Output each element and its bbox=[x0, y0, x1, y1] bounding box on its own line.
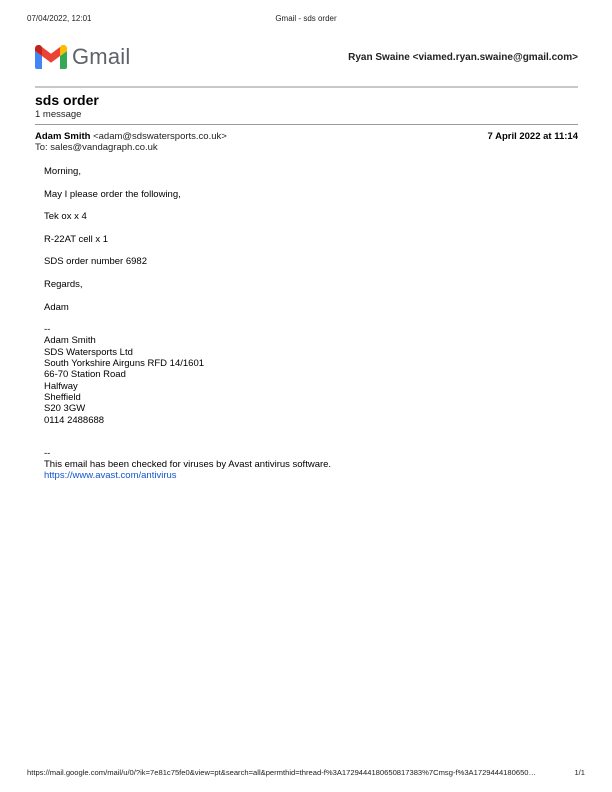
message-body bbox=[44, 166, 564, 482]
signature-line: -- bbox=[44, 324, 51, 336]
footer-dashes: -- bbox=[44, 447, 51, 459]
antivirus-footer bbox=[44, 448, 564, 482]
print-url: https://mail.google.com/mail/u/0/?ik=7e81c75fe0&view=pt&search=all&permthid=thread-f%3A1729444180650817383%7Cmsg-f%3A1729444180650… bbox=[27, 768, 537, 777]
body-paragraph: Tek ox x 4 bbox=[44, 211, 87, 223]
print-title: Gmail - sds order bbox=[275, 14, 337, 23]
body-paragraph: SDS order number 6982 bbox=[44, 256, 147, 268]
page-number: 1/1 bbox=[574, 768, 585, 777]
signature-line: South Yorkshire Airguns RFD 14/1601 bbox=[44, 358, 205, 370]
avast-link[interactable]: https://www.avast.com/antivirus bbox=[44, 470, 177, 482]
sender-line bbox=[35, 131, 227, 142]
signature-line: Adam Smith bbox=[44, 335, 96, 347]
body-paragraph: Adam bbox=[44, 301, 69, 313]
body-paragraph: Morning, bbox=[44, 166, 81, 177]
signature-line: SDS Watersports Ltd bbox=[44, 346, 133, 358]
subject-divider bbox=[35, 124, 578, 125]
account-label: Ryan Swaine <viamed.ryan.swaine@gmail.com> bbox=[348, 52, 578, 63]
message-date: 7 April 2022 at 11:14 bbox=[487, 131, 578, 142]
sender-email: <adam@sdswatersports.co.uk> bbox=[93, 131, 227, 142]
signature-line: Halfway bbox=[44, 380, 78, 392]
signature-block bbox=[44, 324, 564, 426]
signature-line: 0114 2488688 bbox=[44, 414, 105, 426]
print-header bbox=[27, 14, 577, 26]
signature-line: S20 3GW bbox=[44, 403, 86, 415]
message-count: 1 message bbox=[35, 109, 82, 120]
print-footer bbox=[27, 768, 585, 780]
print-datetime: 07/04/2022, 12:01 bbox=[27, 14, 92, 23]
body-paragraph: Regards, bbox=[44, 278, 83, 290]
recipient-line: To: sales@vandagraph.co.uk bbox=[35, 142, 158, 153]
body-paragraph: R-22AT cell x 1 bbox=[44, 233, 109, 245]
antivirus-notice: This email has been checked for viruses by Avast antivirus software. bbox=[44, 459, 332, 471]
body-paragraph: May I please order the following, bbox=[44, 188, 181, 200]
gmail-wordmark: Gmail bbox=[72, 44, 131, 69]
signature-line: Sheffield bbox=[44, 391, 81, 403]
header-divider bbox=[35, 86, 578, 88]
gmail-logo[interactable] bbox=[35, 44, 135, 72]
signature-line: 66-70 Station Road bbox=[44, 369, 126, 381]
gmail-m-icon bbox=[35, 45, 67, 69]
sender-name: Adam Smith bbox=[35, 131, 91, 142]
logo-row bbox=[35, 44, 578, 74]
thread-subject: sds order bbox=[35, 92, 99, 108]
